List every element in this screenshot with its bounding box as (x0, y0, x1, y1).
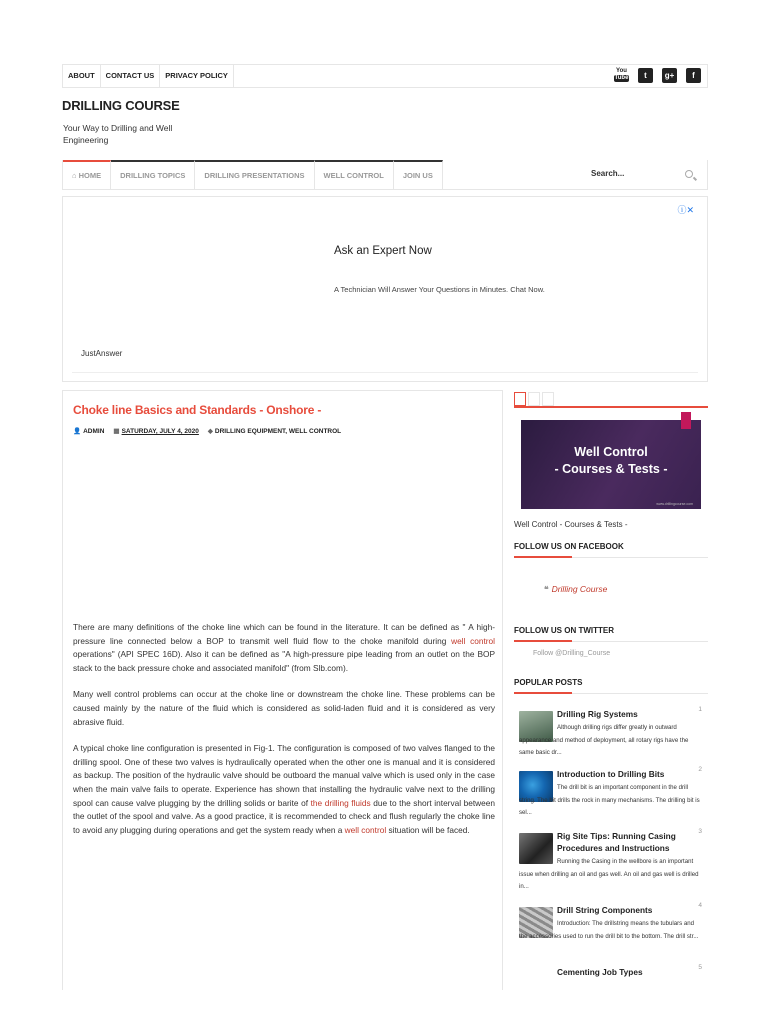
facebook-page-link[interactable] (544, 584, 607, 595)
main-nav (62, 160, 708, 190)
popular-post-excerpt: The drill bit is an important component in the drill string. The bit drills the rock in many mechanisms. The drilling bit is sel... (519, 784, 700, 816)
popular-post-title[interactable]: Rig Site Tips: Running Casing Procedures and Instructions (557, 831, 676, 853)
post-paragraph-1 (73, 621, 495, 675)
youtube-icon-top: You (616, 68, 627, 74)
post-title[interactable]: Choke line Basics and Standards - Onshore - (73, 403, 322, 417)
banner-line-2: - Courses & Tests - (554, 462, 668, 476)
sidebar-tab-1[interactable] (514, 392, 526, 406)
user-icon: 👤 (73, 428, 82, 435)
post (62, 390, 503, 990)
popular-post-excerpt: Introduction: The drillstring means the tubulars and the accessories used to run the drill bit to the bottom. The drill str... (519, 920, 699, 940)
post-author[interactable] (73, 427, 104, 435)
banner-caption: Well Control - Courses & Tests - (514, 520, 628, 529)
about-link[interactable]: ABOUT (63, 65, 101, 87)
twitter-heading: FOLLOW US ON TWITTER (514, 626, 708, 642)
nav-drilling-topics[interactable]: DRILLING TOPICS (111, 160, 195, 190)
banner-url: www.drillingcourse.com (656, 502, 693, 506)
post-labels[interactable] (208, 427, 341, 435)
popular-post-number: 2 (698, 766, 702, 773)
facebook-heading: FOLLOW US ON FACEBOOK (514, 542, 708, 558)
popular-post-number: 1 (698, 706, 702, 713)
ad-title[interactable]: Ask an Expert Now (334, 245, 432, 257)
sidebar-tab-3[interactable] (542, 392, 554, 406)
ad-subtitle: A Technician Will Answer Your Questions in Minutes. Chat Now. (334, 285, 545, 294)
nav-join-us[interactable]: JOIN US (394, 160, 443, 190)
twitter-follow-button[interactable]: Follow @Drilling_Course (533, 650, 611, 657)
popular-post-title[interactable]: Cementing Job Types (557, 967, 643, 977)
quote-icon: ❝ (544, 584, 549, 594)
post-paragraph-3 (73, 742, 495, 837)
nav-drilling-presentations[interactable]: DRILLING PRESENTATIONS (195, 160, 314, 190)
social-links (614, 68, 701, 83)
search-icon[interactable] (685, 170, 693, 178)
popular-post-number: 5 (698, 964, 702, 971)
post-p1-b: operations" (API SPEC 16D). Also it can be defined as "A high-pressure pipe leading from an outlet on the BOP stack to the back pressure choke and associated manifold" (from Slb.com). (73, 649, 495, 673)
facebook-icon[interactable]: f (686, 68, 701, 83)
home-icon: ⌂ (72, 171, 79, 180)
popular-post-title[interactable]: Drill String Components (557, 905, 653, 915)
site-title[interactable]: DRILLING COURSE (62, 98, 180, 113)
contact-us-link[interactable]: CONTACT US (101, 65, 161, 87)
post-body (73, 621, 495, 850)
facebook-page-label: Drilling Course (551, 584, 608, 594)
sidebar-tab-2[interactable] (528, 392, 540, 406)
banner-text (521, 444, 701, 478)
ad-banner[interactable] (72, 203, 698, 373)
nav-home[interactable] (63, 160, 111, 190)
post-p1-a: There are many definitions of the choke line which can be found in the literature. It can be defined as " A high-pressure line connected below a BOP to transmit well fluid flow to the choke manifold during (73, 622, 495, 646)
privacy-policy-link[interactable]: PRIVACY POLICY (160, 65, 234, 87)
popular-posts-heading: POPULAR POSTS (514, 678, 708, 694)
post-meta (73, 427, 341, 435)
ad-choices-icon[interactable]: ⓘ✕ (677, 205, 694, 215)
banner-line-1: Well Control (574, 445, 648, 459)
post-p3-a: A typical choke line configuration is presented in Fig-1. The configuration is composed of two valves flanged to the drilling spool. One of these two valves is hydraulically operated when the other one is manual and it is considered as backup. The position of the hydraulic valve should be outboard the manual valve which is used only in the case when the main valve fails to operate. Experience has shown that installing the hydraulic valve next to the drilling spool can cause valve plugging by the drilling solids or barite of (73, 743, 495, 808)
top-bar (62, 64, 708, 88)
post-author-label: ADMIN (83, 428, 105, 435)
ad-container (62, 196, 708, 382)
popular-post-title[interactable]: Drilling Rig Systems (557, 709, 638, 719)
banner-tag (681, 412, 691, 429)
post-date-label: SATURDAY, JULY 4, 2020 (121, 428, 199, 435)
calendar-icon: ▦ (113, 428, 120, 435)
tag-icon: ◆ (207, 428, 213, 435)
sidebar-tabs (514, 392, 708, 408)
post-labels-text: DRILLING EQUIPMENT, WELL CONTROL (214, 428, 342, 435)
post-p3-b: due to the short interval between the outlet of the spool and valve. As a good practice, it is recommended to check and flush regularly the choke line to avoid any plugging during operations and get the system ready when a (73, 797, 495, 835)
popular-post-number: 4 (698, 902, 702, 909)
well-control-link-2[interactable]: well control (344, 824, 387, 835)
ad-brand: JustAnswer (81, 349, 123, 358)
post-p3-c: situation will be faced. (386, 824, 470, 835)
popular-post-number: 3 (698, 828, 702, 835)
youtube-icon-bottom: Tube (614, 75, 629, 81)
popular-post-excerpt: Although drilling rigs differ greatly in outward appearance and method of deployment, all rotary rigs have the same basic dr... (519, 724, 689, 756)
google-plus-icon[interactable]: g+ (662, 68, 677, 83)
post-date[interactable] (113, 427, 198, 435)
search-input[interactable]: Search... (591, 169, 625, 178)
nav-home-label: HOME (78, 171, 102, 180)
twitter-icon[interactable]: t (638, 68, 653, 83)
well-control-banner[interactable] (521, 420, 701, 509)
youtube-icon[interactable] (614, 68, 629, 83)
well-control-link[interactable]: well control (451, 635, 495, 646)
popular-post-title[interactable]: Introduction to Drilling Bits (557, 769, 665, 779)
post-paragraph-2: Many well control problems can occur at the choke line or downstream the choke line. These problems can be caused mainly by the nature of the fluid which is considered as solid-laden fluid and it is considered as very abrasive fluid. (73, 689, 495, 727)
drilling-fluids-link[interactable]: the drilling fluids (310, 797, 371, 808)
nav-well-control[interactable]: WELL CONTROL (315, 160, 394, 190)
site-tagline: Your Way to Drilling and Well Engineering (63, 123, 173, 145)
popular-post-excerpt: Running the Casing in the wellbore is an important issue when drilling an oil and gas well. An oil and gas well is drilled in... (519, 858, 699, 890)
